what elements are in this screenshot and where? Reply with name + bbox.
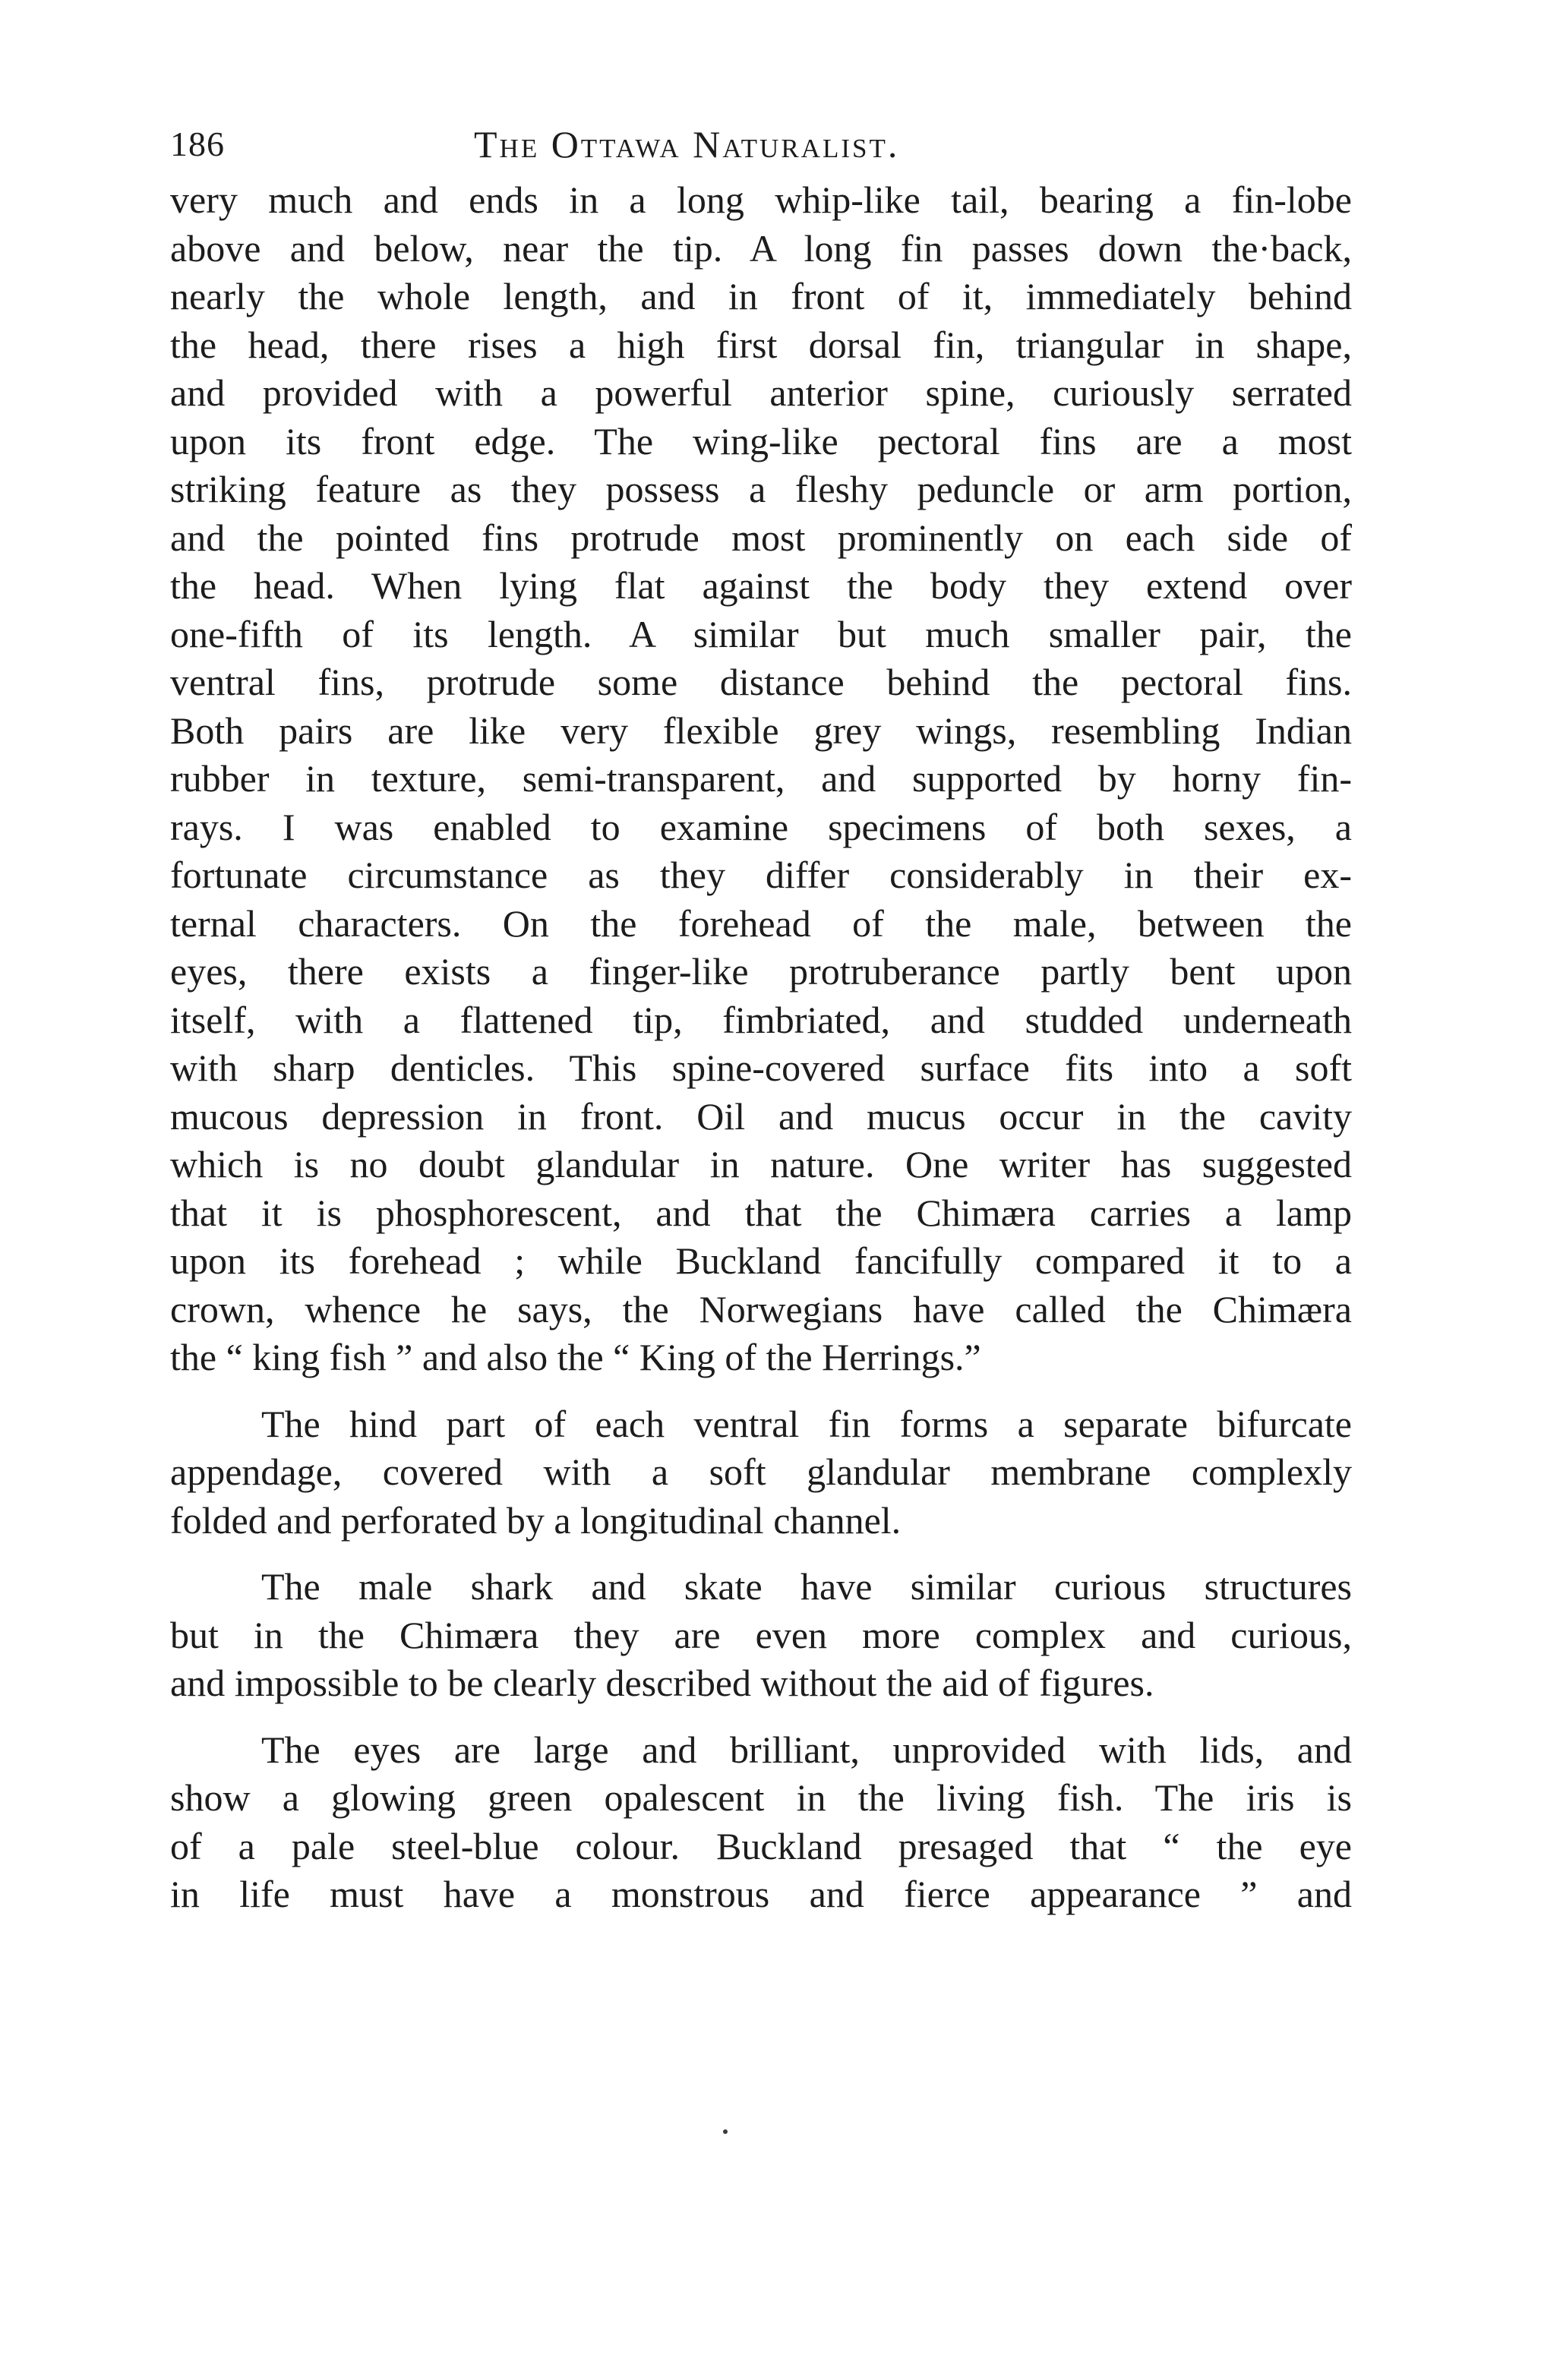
- text-line: Both pairs are like very flexible grey wings, resembling Indian: [170, 709, 1352, 752]
- text-line: nearly the whole length, and in front of it, immediately behind: [170, 275, 1352, 317]
- text-line: which is no doubt glandular in nature. One writer has suggested: [170, 1143, 1352, 1185]
- paragraph-gap: [170, 1382, 1352, 1400]
- paragraph: [170, 1400, 1352, 1545]
- paragraph: [170, 1563, 1352, 1708]
- text-line: mucous depression in front. Oil and mucus occur in the cavity: [170, 1094, 1352, 1138]
- running-head: [170, 122, 1355, 167]
- paragraph: [170, 176, 1352, 1382]
- text-line: the head, there rises a high first dorsal fin, triangular in shape,: [170, 323, 1352, 366]
- text-line: one-fifth of its length. A similar but much smaller pair, the: [170, 612, 1352, 655]
- text-line: fortunate circumstance as they differ considerably in their ex-: [170, 854, 1352, 896]
- text-line: crown, whence he says, the Norwegians have called the Chimæra: [170, 1287, 1352, 1330]
- text-line: with sharp denticles. This spine-covered surface fits into a soft: [170, 1046, 1352, 1089]
- paragraph-gap: [170, 1545, 1352, 1563]
- text-line: The hind part of each ventral fin forms a separate bifurcate: [261, 1402, 1352, 1445]
- text-line: that it is phosphorescent, and that the Chimæra carries a lamp: [170, 1191, 1352, 1234]
- text-line: ventral fins, protrude some distance behind the pectoral fins.: [170, 661, 1352, 703]
- text-line: and the pointed fins protrude most prominently on each side of: [170, 516, 1352, 559]
- text-line: itself, with a flattened tip, fimbriated, and studded underneath: [170, 998, 1352, 1041]
- text-line: appendage, covered with a soft glandular membrane complexly: [170, 1450, 1352, 1493]
- text-line: the head. When lying flat against the body they extend over: [170, 564, 1352, 607]
- text-line: The eyes are large and brilliant, unprovided with lids, and: [261, 1728, 1352, 1771]
- text-line: upon its front edge. The wing-like pectoral fins are a most: [170, 419, 1352, 462]
- text-line: upon its forehead ; while Buckland fancifully compared it to a: [170, 1239, 1352, 1282]
- text-line: ternal characters. On the forehead of the male, between the: [170, 901, 1352, 945]
- text-line: The male shark and skate have similar curious structures: [261, 1565, 1352, 1608]
- text-line: of a pale steel-blue colour. Buckland presaged that “ the eye: [170, 1824, 1352, 1867]
- body-text: [170, 176, 1352, 1919]
- text-line: very much and ends in a long whip-like tail, bearing a fin-lobe: [170, 178, 1352, 221]
- paragraph: [170, 1726, 1352, 1919]
- text-line: rubber in texture, semi-transparent, and supported by horny fin-: [170, 757, 1352, 800]
- page-number: 186: [170, 125, 225, 163]
- paragraph-gap: [170, 1708, 1352, 1726]
- stray-ink-dot: [723, 2129, 728, 2134]
- text-line: show a glowing green opalescent in the living fish. The iris is: [170, 1776, 1352, 1819]
- text-line: folded and perforated by a longitudinal channel.: [170, 1498, 902, 1542]
- journal-title: The Ottawa Naturalist.: [474, 123, 900, 166]
- text-line: and impossible to be clearly described without the aid of figures.: [170, 1662, 1154, 1704]
- text-line: rays. I was enabled to examine specimens of both sexes, a: [170, 805, 1352, 848]
- text-line: the “ king fish ” and also the “ King of the Herrings.”: [170, 1336, 981, 1378]
- text-line: but in the Chimæra they are even more complex and curious,: [170, 1613, 1352, 1656]
- text-line: striking feature as they possess a fleshy peduncle or arm portion,: [170, 468, 1352, 510]
- text-line: and provided with a powerful anterior spine, curiously serrated: [170, 371, 1352, 414]
- text-line: eyes, there exists a finger-like protruberance partly bent upon: [170, 950, 1352, 993]
- text-line: above and below, near the tip. A long fin passes down the·back,: [170, 226, 1352, 270]
- text-line: in life must have a monstrous and fierce appearance ” and: [170, 1873, 1352, 1915]
